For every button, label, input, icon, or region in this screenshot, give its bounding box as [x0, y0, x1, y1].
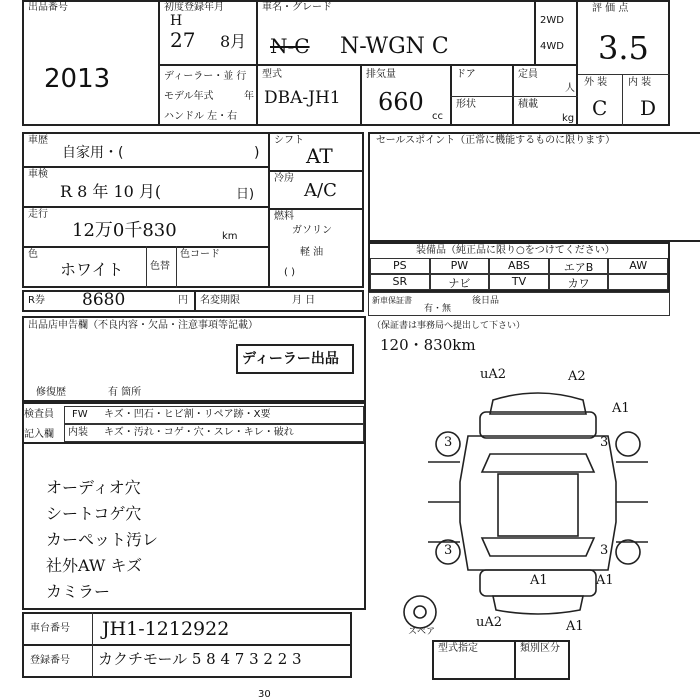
color-label: 色	[28, 249, 38, 260]
equipment-item: PW	[430, 258, 490, 274]
type-label: 型式	[262, 69, 282, 80]
color-change-label: 色替	[150, 261, 170, 272]
row1-items: キズ・凹石・ヒビ割・リペア跡・X要	[104, 409, 271, 420]
mileage-value: 12万0千830	[72, 220, 177, 241]
special-label: 型式指定	[438, 643, 478, 654]
model-year-label: モデル年式	[164, 91, 214, 102]
capacity-label: 定員	[518, 69, 538, 80]
ac-value: A/C	[304, 180, 337, 201]
note-line: カミラー	[46, 582, 111, 601]
report-label: 出品店申告欄（不良内容・欠品・注意事項等記載）	[28, 320, 258, 331]
warranty-value: 有・無	[424, 304, 452, 314]
evaluation-label: 評 価 点	[592, 3, 629, 14]
shape-label: 形状	[456, 99, 476, 110]
sales-point-label: セールスポイント（正常に機能するものに限ります）	[376, 135, 616, 146]
equipment-item: ナビ	[430, 274, 490, 290]
sales-point-box	[368, 132, 700, 242]
fuel-label: 燃料	[274, 211, 294, 222]
note-line: 社外AW キズ	[46, 556, 143, 575]
class-label: 類別区分	[520, 643, 560, 654]
first-reg-era: H	[170, 13, 183, 29]
equipment-item: TV	[489, 274, 549, 290]
mileage-note: 120・830km	[380, 336, 476, 354]
exterior-label: 外 装	[584, 77, 608, 88]
note-line: シートコゲ穴	[46, 504, 142, 523]
car-name-struck: N-C	[270, 34, 310, 58]
fuel-gas: ガソリン	[292, 225, 332, 236]
capacity-unit: 人	[565, 83, 575, 94]
dealer-stamp: ディーラー出品	[242, 351, 339, 367]
shaken-label: 車検	[28, 169, 48, 180]
shaken-day: 日)	[236, 187, 255, 202]
note-line: オーディオ穴	[46, 478, 141, 497]
mileage-label: 走行	[28, 209, 48, 220]
equipment-item: カワ	[549, 274, 609, 290]
first-reg-label: 初度登録年月	[164, 2, 224, 13]
equipment-item: SR	[370, 274, 430, 290]
registration-label: 登録番号	[30, 655, 70, 666]
damage-mark: 3	[600, 543, 609, 558]
door-label: ドア	[456, 69, 476, 80]
first-reg-month: 8月	[220, 32, 247, 51]
r-fee-value: 8680	[82, 290, 126, 310]
warranty-note: （保証書は事務局へ提出して下さい）	[372, 321, 526, 331]
interior-grade: D	[640, 96, 657, 120]
drive-box	[534, 0, 578, 66]
mileage-unit: km	[222, 231, 238, 242]
displacement-unit: cc	[432, 111, 443, 122]
row1-tag: FW	[72, 409, 88, 420]
fuel-paren: ( )	[284, 267, 295, 278]
displacement-label: 排気量	[366, 69, 396, 80]
type-value: DBA-JH1	[264, 88, 341, 108]
lot-number-label: 出品番号	[28, 2, 68, 13]
history-close: )	[254, 145, 260, 161]
first-reg-year: 27	[170, 28, 196, 52]
name-change-value: 月 日	[292, 295, 316, 306]
car-name-label: 車名・グレード	[262, 2, 332, 13]
chassis-value: JH1-1212922	[102, 618, 230, 640]
note-line: カーペット汚レ	[46, 530, 159, 549]
car-damage-diagram	[398, 362, 688, 652]
equipment-item: ABS	[489, 258, 549, 274]
repair-label: 修復歴	[36, 387, 66, 398]
spare-label: スペア	[408, 627, 436, 637]
warranty-box	[368, 292, 670, 316]
equipment-label: 装備品（純正品に限り○をつけてください）	[416, 245, 615, 256]
drive-4wd: 4WD	[540, 41, 564, 52]
color-value: ホワイト	[60, 260, 124, 279]
damage-mark: A1	[612, 401, 630, 416]
name-change-label: 名変期限	[200, 295, 240, 306]
damage-mark: A1	[566, 619, 584, 634]
shift-value: AT	[306, 144, 333, 168]
load-label: 積載	[518, 99, 538, 110]
damage-mark: 3	[444, 435, 453, 450]
damage-mark: uA2	[480, 367, 507, 382]
history-box	[22, 132, 270, 168]
damage-mark: A1	[596, 573, 614, 588]
color-code-label: 色コード	[180, 249, 220, 260]
record-label: 記入欄	[24, 429, 54, 440]
damage-mark: 3	[444, 543, 453, 558]
evaluation-score: 3.5	[598, 29, 649, 67]
damage-mark: 3	[600, 435, 609, 450]
lot-number-box	[22, 0, 160, 126]
exterior-grade: C	[592, 96, 608, 120]
chassis-label: 車台番号	[30, 623, 70, 634]
row2-items: キズ・汚れ・コゲ・穴・スレ・キレ・破れ	[104, 427, 294, 438]
year-stamp: 2013	[44, 64, 111, 94]
fuel-light: 軽 油	[300, 247, 324, 258]
equipment-item	[608, 274, 668, 290]
warranty-label: 新車保証書	[372, 296, 412, 305]
shift-label: シフト	[274, 135, 304, 146]
equipment-item: PS	[370, 258, 430, 274]
handle-label: ハンドル 左・右	[164, 111, 238, 122]
car-name-value: N-WGN C	[340, 34, 449, 59]
damage-mark: A1	[530, 573, 548, 588]
history-label: 車歴	[28, 135, 48, 146]
equipment-item: エアB	[549, 258, 609, 274]
shaken-value: R 8 年 10 月(	[60, 182, 162, 201]
r-fee-unit: 円	[178, 295, 188, 306]
model-year-unit: 年	[244, 91, 254, 102]
equipment-item: AW	[608, 258, 668, 274]
damage-mark: uA2	[476, 615, 503, 630]
r-fee-label: R券	[28, 295, 45, 306]
registration-value: カクチモール 5 8 4 7 3 2 2 3	[98, 650, 302, 668]
ac-label: 冷房	[274, 173, 294, 184]
load-unit: kg	[562, 113, 575, 124]
dealer-label: ディーラー・並 行	[164, 71, 247, 82]
repair-value: 有 箇所	[108, 387, 142, 398]
displacement-value: 660	[378, 88, 424, 116]
history-value: 自家用・(	[62, 145, 124, 161]
later-date-label: 後日品	[472, 296, 500, 306]
drive-2wd: 2WD	[540, 15, 564, 26]
row2-tag: 内装	[68, 427, 88, 438]
damage-mark: A2	[568, 369, 586, 384]
interior-label: 内 装	[628, 77, 652, 88]
page-mark: 30	[258, 689, 271, 700]
inspector-label: 検査員	[24, 409, 54, 420]
